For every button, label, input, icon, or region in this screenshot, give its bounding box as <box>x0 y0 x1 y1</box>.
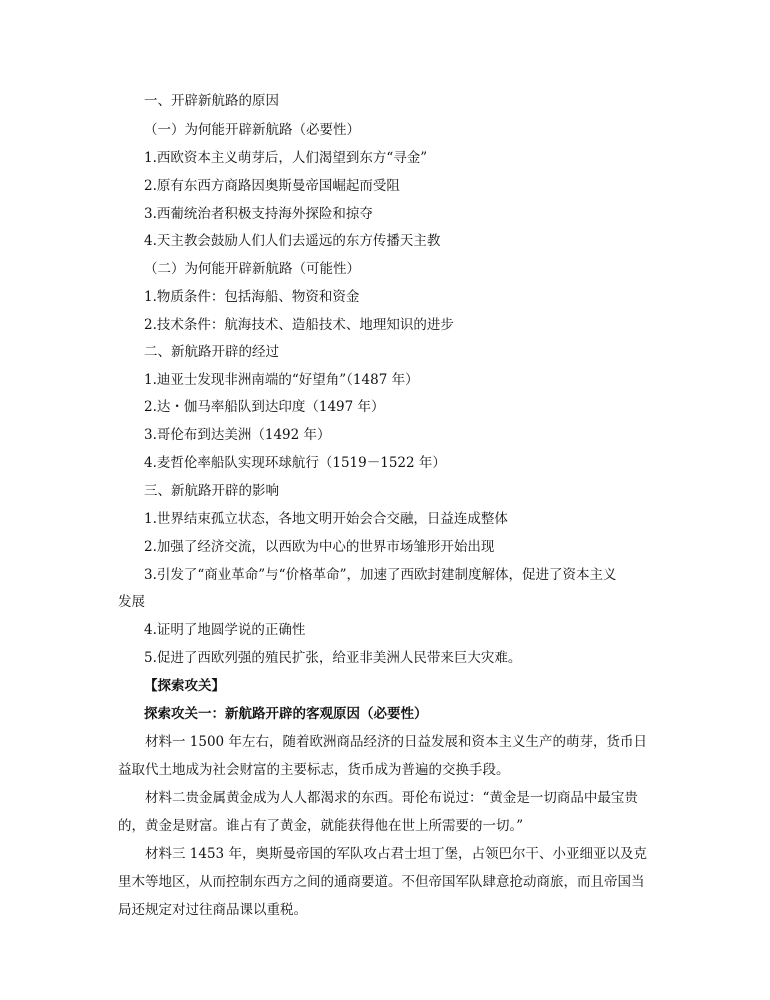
material-1-paragraph: 材料一 1500 年左右，随着欧洲商品经济的日益发展和资本主义生产的萌芽，货币日益取代土地成为社会财富的主要标志，货币成为普遍的交换手段。 <box>118 734 647 778</box>
list-item: 2.加强了经济交流，以西欧为中心的世界市场雏形开始出现 <box>144 539 495 555</box>
list-item: 4.天主教会鼓励人们人们去遥远的东方传播天主教 <box>144 233 441 249</box>
list-item: 4.证明了地圆学说的正确性 <box>144 622 306 638</box>
material-3-paragraph: 材料三 1453 年，奥斯曼帝国的军队攻占君士坦丁堡，占领巴尔干、小亚细亚以及克里木等地区，从而控制东西方之间的通商要道。不但帝国军队肆意抢动商旅，而且帝国当局还规定对过往商品课以重税。 <box>118 846 647 918</box>
list-item: 2.原有东西方商路因奥斯曼帝国崛起而受阻 <box>144 178 400 194</box>
explore-heading: 【探索攻关】 <box>144 678 225 694</box>
list-item: 1.世界结束孤立状态，各地文明开始会合交融，日益连成整体 <box>144 511 508 527</box>
list-item: 4.麦哲伦率船队实现环球航行（1519－1522 年） <box>144 455 446 471</box>
list-item: 1.迪亚士发现非洲南端的“好望角”（1487 年） <box>144 372 419 388</box>
section-1-heading: 一、开辟新航路的原因 <box>144 93 279 109</box>
list-item: 3.引发了“商业革命”与“价格革命”，加速了西欧封建制度解体，促进了资本主义 <box>144 567 617 583</box>
section-1-subheading-necessity: （一）为何能开辟新航路（必要性） <box>144 122 360 138</box>
list-item: 1.物质条件：包括海船、物资和资金 <box>144 289 360 305</box>
list-item: 2.技术条件：航海技术、造船技术、地理知识的进步 <box>144 317 454 333</box>
explore-subheading: 探索攻关一：新航路开辟的客观原因（必要性） <box>144 706 428 722</box>
list-item: 2.达・伽马率船队到达印度（1497 年） <box>144 399 385 415</box>
list-item: 3.西葡统治者积极支持海外探险和掠夺 <box>144 206 373 222</box>
material-2-paragraph: 材料二贵金属黄金成为人人都渴求的东西。哥伦布说过：“黄金是一切商品中最宝贵的，黄金是财富。谁占有了黄金，就能获得他在世上所需要的一切。” <box>118 790 638 834</box>
list-item: 1.西欧资本主义萌芽后，人们渴望到东方“寻金” <box>144 150 428 166</box>
list-item: 5.促进了西欧列强的殖民扩张，给亚非美洲人民带来巨大灾难。 <box>144 650 522 666</box>
section-1-subheading-possibility: （二）为何能开辟新航路（可能性） <box>144 261 360 277</box>
list-item-continuation: 发展 <box>118 594 145 610</box>
section-2-heading: 二、新航路开辟的经过 <box>144 344 279 360</box>
section-3-heading: 三、新航路开辟的影响 <box>144 483 279 499</box>
list-item: 3.哥伦布到达美洲（1492 年） <box>144 427 331 443</box>
